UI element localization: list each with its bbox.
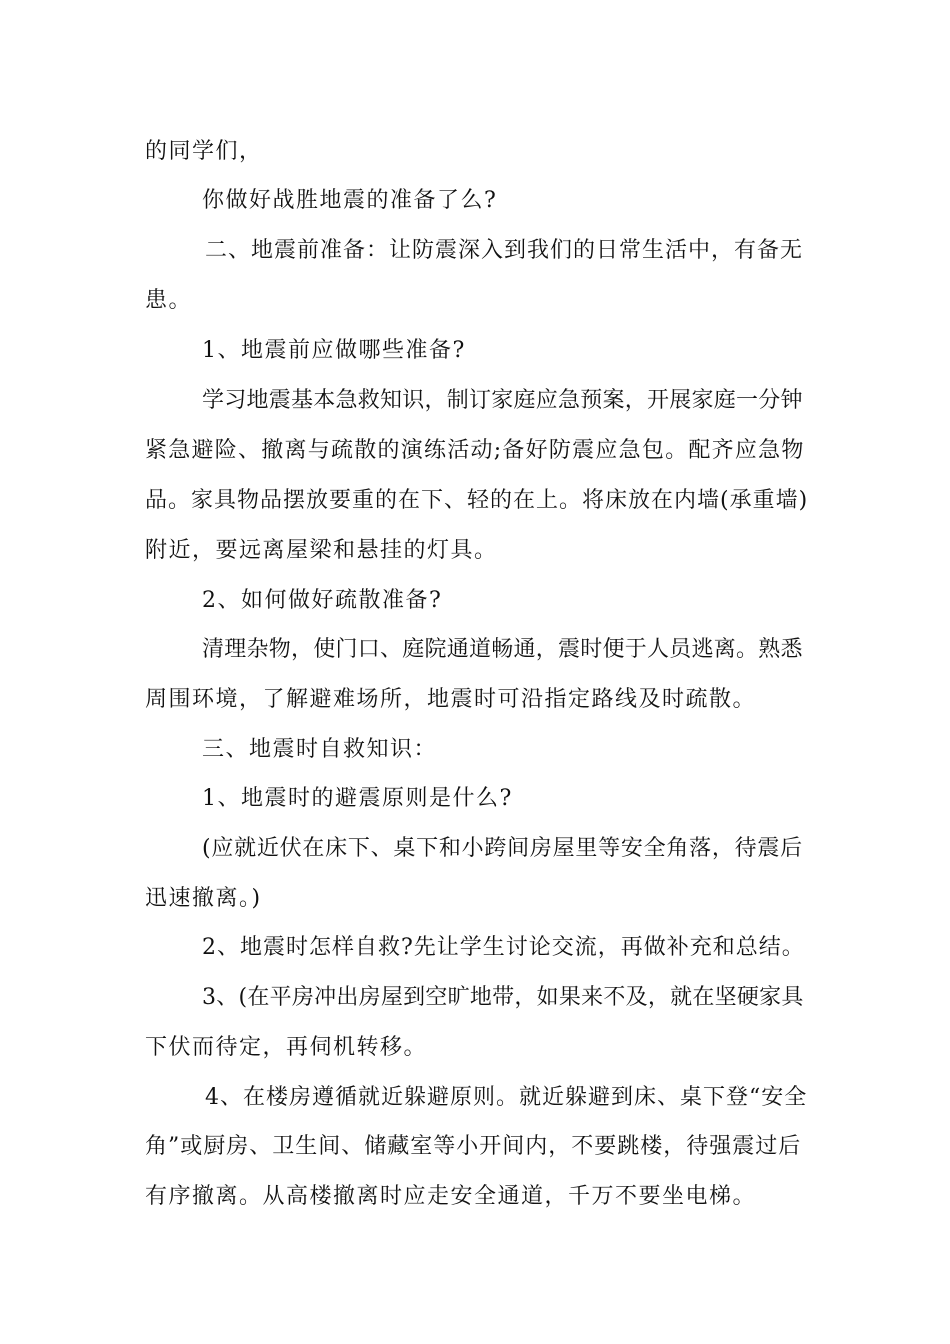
text-line: 附近，要远离屋梁和悬挂的灯具。	[145, 538, 498, 563]
text-line: 学习地震基本急救知识，制订家庭应急预案，开展家庭一分钟	[202, 388, 803, 413]
text-line: 1、地震时的避震原则是什么?	[202, 786, 513, 811]
text-line: 品。家具物品摆放要重的在下、轻的在上。将床放在内墙(承重墙)	[145, 488, 809, 513]
text-line: 三、地震时自救知识：	[202, 737, 438, 762]
text-line: 1、地震前应做哪些准备?	[202, 338, 466, 363]
text-line: 2、地震时怎样自救?先让学生讨论交流，再做补充和总结。	[202, 935, 805, 960]
text-line: 3、(在平房冲出房屋到空旷地带，如果来不及，就在坚硬家具	[202, 985, 804, 1010]
text-line: 角”或厨房、卫生间、储藏室等小开间内，不要跳楼，待强震过后	[145, 1134, 802, 1159]
text-line: 迅速撤离。)	[145, 886, 262, 911]
text-line: 2、如何做好疏散准备?	[202, 588, 443, 613]
text-line: 4、在楼房遵循就近躲避原则。就近躲避到床、桌下登“安全	[205, 1085, 808, 1110]
text-line: 清理杂物，使门口、庭院通道畅通，震时便于人员逃离。熟悉	[202, 637, 803, 662]
text-line: 有序撤离。从高楼撤离时应走安全通道，千万不要坐电梯。	[145, 1184, 757, 1209]
text-line: 周围环境，了解避难场所，地震时可沿指定路线及时疏散。	[145, 687, 757, 712]
text-line: 的同学们，	[145, 139, 263, 164]
text-line: 紧急避险、撤离与疏散的演练活动;备好防震应急包。配齐应急物	[145, 438, 805, 463]
text-line: 二、地震前准备：让防震深入到我们的日常生活中，有备无	[205, 238, 804, 263]
text-line: 下伏而待定，再伺机转移。	[145, 1035, 428, 1060]
text-line: 你做好战胜地震的准备了么?	[202, 188, 498, 213]
text-line: 患。	[145, 288, 193, 313]
text-line: (应就近伏在床下、桌下和小跨间房屋里等安全角落，待震后	[202, 836, 803, 861]
